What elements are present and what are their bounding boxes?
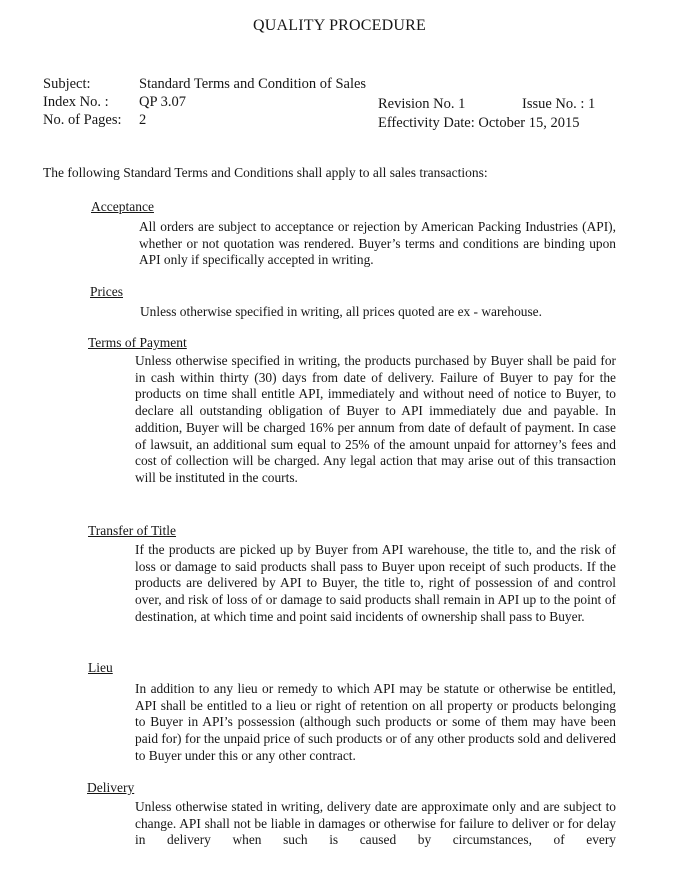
section-body-lieu: In addition to any lieu or remedy to which API may be statute or otherwise be entitled, API shall be entitled to a lieu or right of retention on all property or products belonging to Buyer in API’s possession (although such products or some of them may have been paid for) for the unpaid price of such products or of any other products sold and delivered to Buyer under this or any other contract. — [135, 681, 616, 763]
document-title: QUALITY PROCEDURE — [252, 17, 427, 34]
pages-value: 2 — [139, 112, 147, 128]
section-body-delivery: Unless otherwise stated in writing, delivery date are approximate only and are subject to change. API shall not be liable in damages or otherwise for failure to deliver or for delay in delivery when such is caused by circumstances, of every — [135, 799, 616, 848]
section-body-prices: Unless otherwise specified in writing, all prices quoted are ex - warehouse. — [140, 304, 542, 319]
section-body-acceptance: All orders are subject to acceptance or rejection by American Packing Industries (API), whether or not quotation was rendered. Buyer’s terms and conditions are binding upon API only if specifically accepted in writing. — [139, 219, 616, 268]
pages-label: No. of Pages: — [43, 112, 122, 128]
subject-label: Subject: — [43, 76, 91, 92]
section-title-delivery: Delivery — [87, 780, 135, 795]
revision-number: Revision No. 1 — [378, 96, 466, 112]
section-body-terms-of-payment: Unless otherwise specified in writing, the products purchased by Buyer shall be paid for in cash within thirty (30) days from date of delivery. Failure of Buyer to pay for the products on time shall entitle API, immediately and without need of notice to Buyer, to declare all outstanding obligation of Buyer to API immediately due and payable. In addition, Buyer will be charged 16% per annum from date of default of payment. In case of lawsuit, an additional sum equal to 25% of the amount unpaid for attorney’s fees and cost of collection will be charged. Any legal action that may arise out of this transaction will be instituted in the courts. — [135, 353, 616, 485]
index-value: QP 3.07 — [139, 94, 186, 110]
index-label: Index No. : — [43, 94, 109, 110]
section-title-transfer-of-title: Transfer of Title — [88, 523, 177, 538]
intro-text: The following Standard Terms and Conditions shall apply to all sales transactions: — [43, 165, 488, 180]
issue-number: Issue No. : 1 — [522, 96, 596, 112]
section-title-lieu: Lieu — [88, 660, 113, 675]
effectivity-date: Effectivity Date: October 15, 2015 — [378, 115, 580, 131]
subject-value: Standard Terms and Condition of Sales — [139, 76, 367, 92]
section-title-acceptance: Acceptance — [91, 199, 154, 214]
section-title-prices: Prices — [90, 284, 123, 299]
section-title-terms-of-payment: Terms of Payment — [88, 335, 187, 350]
section-body-transfer-of-title: If the products are picked up by Buyer from API warehouse, the title to, and the risk of loss or damage to said products shall pass to Buyer upon receipt of such products. If the products are delivered by API to Buyer, the title to, right of possession of and control over, and risk of loss of or damage to said products shall remain in API up to the point of destination, at which time and point said incidents of ownership shall pass to Buyer. — [135, 542, 616, 624]
